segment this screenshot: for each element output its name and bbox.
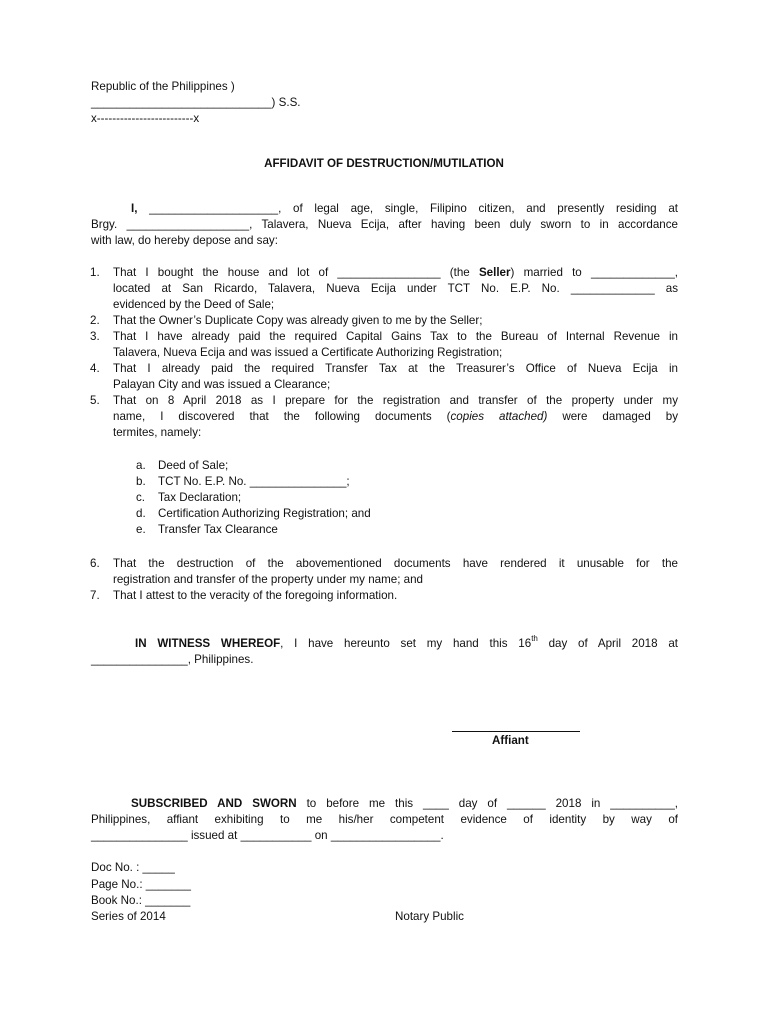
item-text: That I bought the house and lot of ________________ (the bbox=[113, 266, 479, 279]
item-number: 4. bbox=[90, 362, 100, 375]
subitem-letter: a. bbox=[136, 459, 146, 472]
item-number: 7. bbox=[90, 589, 100, 602]
intro-line-3: with law, do hereby depose and say: bbox=[91, 234, 278, 247]
intro-line-1 bbox=[91, 201, 678, 217]
jurat-line-1 bbox=[91, 796, 678, 812]
subitem-letter: e. bbox=[136, 523, 146, 536]
witness-paragraph bbox=[91, 636, 678, 668]
affiant-signature-line bbox=[452, 731, 580, 732]
intro-text-1: ____________________, of legal age, single, Filipino citizen, and presently residing at bbox=[137, 202, 678, 215]
list-item bbox=[113, 313, 678, 329]
list-item bbox=[113, 361, 678, 393]
witness-line-1 bbox=[91, 636, 678, 652]
doc-no: Doc No. : _____ bbox=[91, 861, 175, 874]
subitem-text: Transfer Tax Clearance bbox=[158, 523, 278, 536]
witness-line-2: _______________, Philippines. bbox=[91, 653, 254, 666]
list-item bbox=[113, 393, 678, 441]
item-line: That on 8 April 2018 as I prepare for the registration and transfer of the property under my bbox=[113, 394, 678, 407]
ordinal-suffix: th bbox=[531, 634, 538, 644]
jurat-heading: SUBSCRIBED AND SWORN bbox=[131, 797, 297, 810]
item-number: 5. bbox=[90, 394, 100, 407]
item-line: That I attest to the veracity of the foregoing information. bbox=[113, 589, 398, 602]
jurat-line-2: Philippines, affiant exhibiting to me his/her competent evidence of identity by way of bbox=[91, 813, 678, 826]
book-no: Book No.: _______ bbox=[91, 894, 191, 907]
caption-republic: Republic of the Philippines ) bbox=[91, 80, 235, 93]
item-line: That the destruction of the abovementioned documents have rendered it unusable for the bbox=[113, 557, 678, 570]
item-line: Talavera, Nueva Ecija and was issued a Certificate Authorizing Registration; bbox=[113, 346, 503, 359]
document-title: AFFIDAVIT OF DESTRUCTION/MUTILATION bbox=[264, 157, 504, 170]
notary-public-label: Notary Public bbox=[395, 910, 464, 923]
seller-term: Seller bbox=[478, 266, 511, 279]
item-line: evidenced by the Deed of Sale; bbox=[113, 298, 275, 311]
item-line: That I already paid the required Transfer Tax at the Treasurer’s Office of Nueva Ecija in bbox=[113, 362, 678, 375]
subitem-letter: d. bbox=[136, 507, 146, 520]
item-number: 3. bbox=[90, 330, 100, 343]
list-item bbox=[113, 329, 678, 361]
copies-attached-note: copies attached) bbox=[450, 410, 548, 423]
item-line: That I have already paid the required Capital Gains Tax to the Bureau of Internal Revenue in bbox=[113, 330, 678, 343]
item-number: 1. bbox=[90, 266, 100, 279]
item-line: registration and transfer of the property under my name; and bbox=[113, 573, 423, 586]
item-number: 6. bbox=[90, 557, 100, 570]
list-item bbox=[113, 556, 678, 588]
item-line: That the Owner’s Duplicate Copy was already given to me by the Seller; bbox=[113, 314, 483, 327]
jurat-text: to before me this ____ day of ______ 2018 in __________, bbox=[296, 797, 678, 810]
witness-text: , I have hereunto set my hand this 16 bbox=[280, 637, 532, 650]
subitem-text: TCT No. E.P. No. _______________; bbox=[158, 475, 350, 488]
jurat-paragraph bbox=[91, 796, 678, 844]
witness-heading: IN WITNESS WHEREOF bbox=[135, 637, 281, 650]
subitem-text: Tax Declaration; bbox=[158, 491, 242, 504]
item-number: 2. bbox=[90, 314, 100, 327]
subitem-text: Deed of Sale; bbox=[158, 459, 229, 472]
item-line: termites, namely: bbox=[113, 426, 202, 439]
item-line: Palayan City and was issued a Clearance; bbox=[113, 378, 331, 391]
item-text: ) married to _____________, bbox=[510, 266, 678, 279]
intro-line-2: Brgy. ___________________, Talavera, Nueva Ecija, after having been duly sworn to in accordance bbox=[91, 218, 678, 231]
item-line bbox=[113, 265, 678, 281]
item-text: were damaged by bbox=[547, 410, 678, 423]
caption-separator: x-------------------------x bbox=[91, 112, 200, 125]
witness-text: day of April 2018 at bbox=[537, 637, 678, 650]
subitem-letter: b. bbox=[136, 475, 146, 488]
item-line: located at San Ricardo, Talavera, Nueva Ecija under TCT No. E.P. No. _____________ as bbox=[113, 282, 678, 295]
page-no: Page No.: _______ bbox=[91, 878, 191, 891]
jurat-line-3: _______________ issued at ___________ on _________________. bbox=[91, 829, 444, 842]
caption-ss: ____________________________) S.S. bbox=[91, 96, 301, 109]
item-line bbox=[113, 409, 678, 425]
item-text: name, I discovered that the following documents ( bbox=[113, 410, 451, 423]
intro-i: I, bbox=[131, 202, 138, 215]
list-item bbox=[113, 588, 678, 604]
intro-paragraph bbox=[91, 201, 678, 249]
list-item bbox=[113, 265, 678, 313]
subitem-letter: c. bbox=[136, 491, 146, 504]
series: Series of 2014 bbox=[91, 910, 166, 923]
affiant-label: Affiant bbox=[492, 734, 529, 747]
subitem-text: Certification Authorizing Registration; and bbox=[158, 507, 371, 520]
